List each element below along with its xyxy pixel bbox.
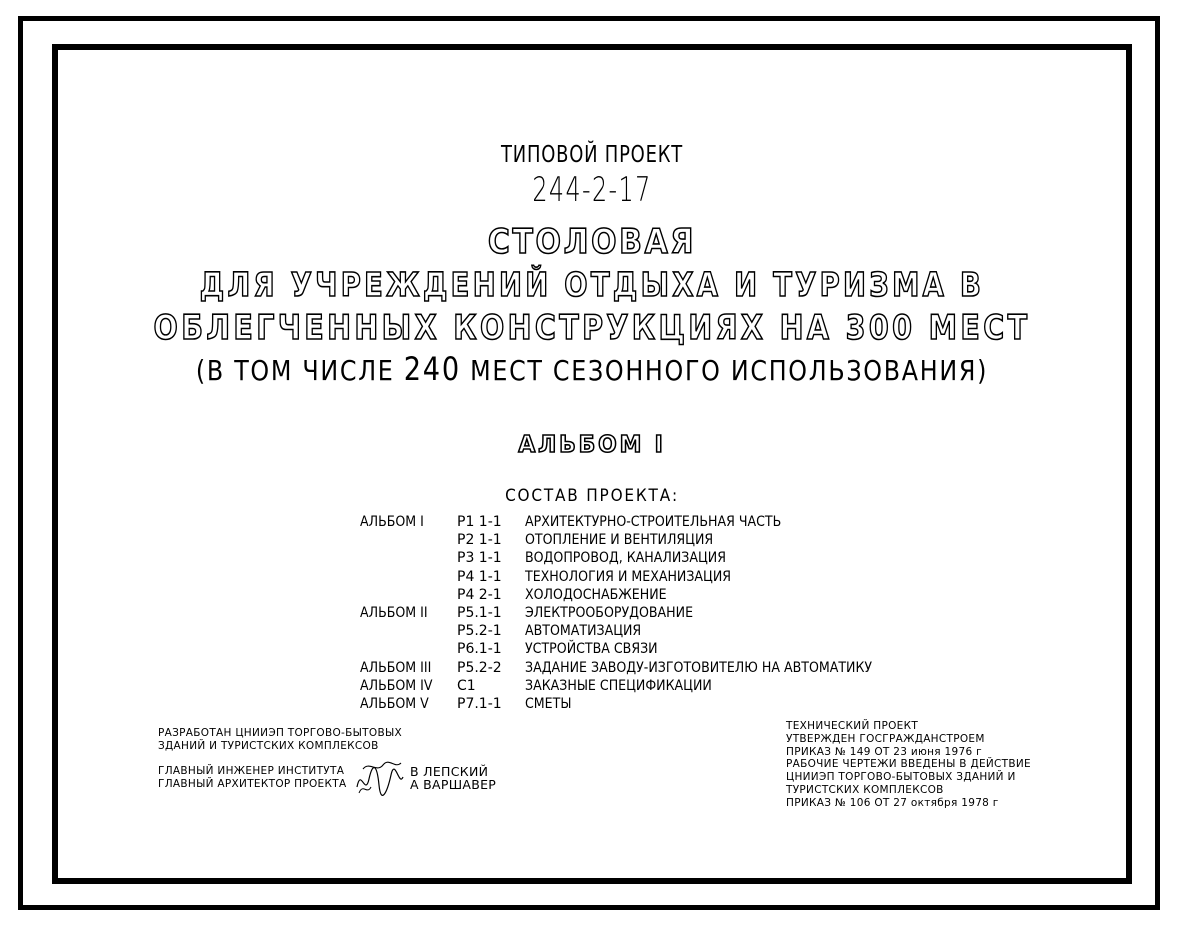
developer-line-1: РАЗРАБОТАН ЦНИИЭП ТОРГОВО-БЫТОВЫХ — [158, 727, 403, 739]
contents-code: Р5.2-2 — [457, 659, 502, 676]
approval-line-2: УТВЕРЖДЕН ГОСГРАЖДАНСТРОЕМ — [786, 732, 985, 745]
title-line-1: СТОЛОВАЯ — [487, 222, 697, 262]
typical-project-label: ТИПОВОЙ ПРОЕКТ — [501, 142, 683, 168]
signatory-names — [410, 765, 496, 791]
contents-code: Р4 2-1 — [457, 586, 502, 603]
contents-code: Р6.1-1 — [457, 641, 502, 658]
approval-line-5: ЦНИИЭП ТОРГОВО-БЫТОВЫХ ЗДАНИЙ И — [786, 771, 1016, 784]
contents-code: Р5.2-1 — [457, 623, 502, 640]
developer-line-2: ЗДАНИЙ И ТУРИСТСКИХ КОМПЛЕКСОВ — [158, 740, 379, 752]
contents-code: Р3 1-1 — [457, 550, 502, 567]
approval-line-6: ТУРИСТСКИХ КОМПЛЕКСОВ — [786, 783, 944, 796]
contents-title: ЗАКАЗНЫЕ СПЕЦИФИКАЦИИ — [525, 677, 712, 694]
contents-title: ТЕХНОЛОГИЯ И МЕХАНИЗАЦИЯ — [525, 568, 732, 585]
contents-title: ОТОПЛЕНИЕ И ВЕНТИЛЯЦИЯ — [525, 532, 714, 549]
contents-heading: СОСТАВ ПРОЕКТА: — [505, 486, 679, 506]
contents-album: АЛЬБОМ IV — [360, 677, 433, 694]
approval-line-3: ПРИКАЗ № 149 ОТ 23 июня 1976 г — [786, 745, 982, 758]
contents-code: Р7.1-1 — [457, 695, 502, 712]
role-chief-architect: ГЛАВНЫЙ АРХИТЕКТОР ПРОЕКТА — [158, 778, 347, 790]
approval-line-1: ТЕХНИЧЕСКИЙ ПРОЕКТ — [786, 720, 919, 732]
signature-image — [353, 757, 413, 799]
contents-title: АВТОМАТИЗАЦИЯ — [525, 623, 642, 640]
contents-code: С1 — [457, 677, 476, 694]
contents-album: АЛЬБОМ III — [360, 659, 432, 676]
name-chief-architect: А ВАРШАВЕР — [410, 777, 497, 792]
contents-album: АЛЬБОМ V — [360, 695, 429, 712]
contents-album: АЛЬБОМ I — [360, 514, 424, 530]
contents-code: Р4 1-1 — [457, 568, 502, 585]
developer-block — [158, 727, 402, 753]
contents-title: УСТРОЙСТВА СВЯЗИ — [525, 641, 658, 658]
subtitle-pre: (В ТОМ ЧИСЛЕ — [195, 354, 395, 387]
contents-title: ЗАДАНИЕ ЗАВОДУ-ИЗГОТОВИТЕЛЮ НА АВТОМАТИКУ — [525, 659, 873, 676]
title-line-3: ОБЛЕГЧЕННЫХ КОНСТРУКЦИЯХ НА 300 МЕСТ — [153, 308, 1031, 348]
contents-code: Р2 1-1 — [457, 532, 502, 549]
subtitle-post: МЕСТ СЕЗОННОГО ИСПОЛЬЗОВАНИЯ) — [470, 354, 989, 387]
name-chief-engineer: В ЛЕПСКИЙ — [410, 764, 489, 779]
contents-title: ЭЛЕКТРООБОРУДОВАНИЕ — [525, 604, 694, 621]
contents-title: ВОДОПРОВОД, КАНАЛИЗАЦИЯ — [525, 550, 726, 567]
approval-line-4: РАБОЧИЕ ЧЕРТЕЖИ ВВЕДЕНЫ В ДЕЙСТВИЕ — [786, 758, 1031, 771]
subtitle-number: 240 — [403, 350, 461, 388]
approval-line-7: ПРИКАЗ № 106 ОТ 27 октября 1978 г — [786, 796, 999, 809]
title-line-2: ДЛЯ УЧРЕЖДЕНИЙ ОТДЫХА И ТУРИЗМА В — [199, 265, 985, 304]
subtitle — [89, 350, 1095, 388]
approval-block — [786, 720, 1031, 810]
contents-code: Р1 1-1 — [457, 514, 502, 530]
contents-code: Р5.1-1 — [457, 604, 502, 621]
role-chief-engineer: ГЛАВНЫЙ ИНЖЕНЕР ИНСТИТУТА — [158, 765, 345, 777]
contents-title: ХОЛОДОСНАБЖЕНИЕ — [525, 586, 667, 603]
contents-title: АРХИТЕКТУРНО-СТРОИТЕЛЬНАЯ ЧАСТЬ — [525, 514, 782, 530]
album-title: АЛЬБОМ I — [518, 432, 666, 458]
project-number: 244-2-17 — [532, 170, 652, 210]
signatures-block — [158, 764, 497, 792]
contents-title: СМЕТЫ — [525, 695, 572, 712]
contents-album: АЛЬБОМ II — [360, 604, 428, 621]
